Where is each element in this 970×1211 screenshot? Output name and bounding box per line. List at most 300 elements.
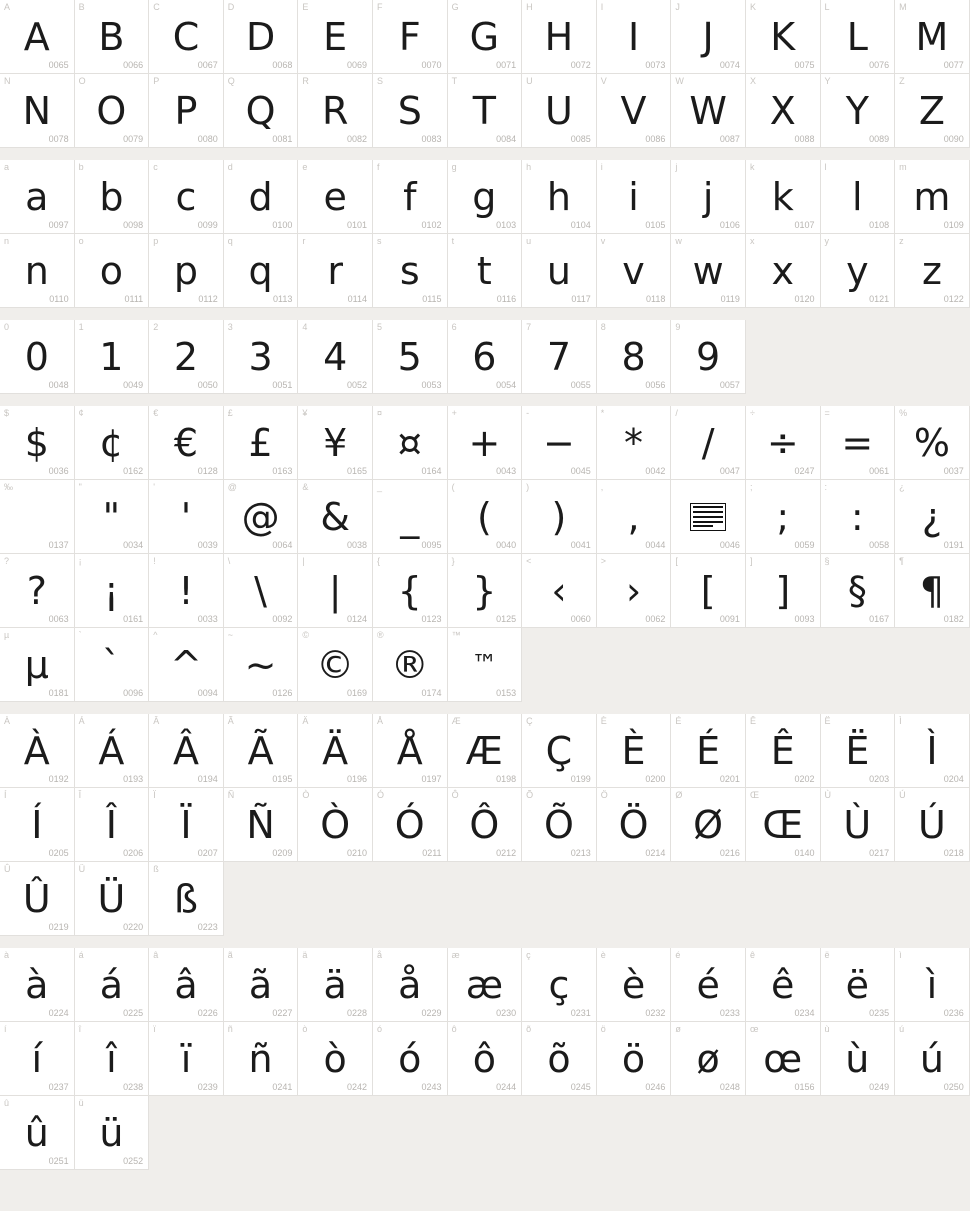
glyph-cell[interactable] — [373, 160, 448, 234]
glyph-character: Ø — [693, 802, 724, 847]
glyph-cell[interactable] — [373, 320, 448, 394]
glyph-code-label: 0123 — [421, 614, 442, 624]
glyph-corner-label: 4 — [302, 322, 308, 332]
glyph-character: D — [245, 14, 276, 59]
glyph-cell[interactable] — [895, 74, 970, 148]
glyph-code-label: 0078 — [48, 134, 69, 144]
glyph-cell[interactable] — [75, 628, 150, 702]
glyph-cell[interactable] — [0, 788, 75, 862]
glyph-corner-label: o — [78, 236, 84, 246]
glyph-corner-label: Ä — [302, 716, 309, 726]
glyph-cell[interactable] — [895, 948, 970, 1022]
glyph-code-label: 0124 — [346, 614, 367, 624]
glyph-character: Ô — [469, 802, 500, 847]
glyph-cell[interactable] — [821, 406, 896, 480]
glyph-cell[interactable] — [597, 0, 672, 74]
glyph-cell[interactable] — [0, 480, 75, 554]
glyph-cell[interactable] — [0, 628, 75, 702]
glyph-character: ï — [180, 1036, 192, 1081]
glyph-corner-label: ( — [451, 482, 455, 492]
glyph-corner-label: m — [899, 162, 907, 172]
glyph-code-label: 0064 — [272, 540, 293, 550]
glyph-code-label: 0075 — [794, 60, 815, 70]
glyph-cell[interactable] — [0, 554, 75, 628]
glyph-corner-label: ¢ — [78, 408, 84, 418]
glyph-cell[interactable] — [597, 74, 672, 148]
glyph-cell[interactable] — [448, 320, 523, 394]
glyph-code-label: 0204 — [943, 774, 964, 784]
glyph-cell[interactable] — [746, 1022, 821, 1096]
glyph-cell[interactable] — [597, 234, 672, 308]
glyph-cell[interactable] — [224, 480, 299, 554]
glyph-cell[interactable] — [298, 480, 373, 554]
glyph-cell[interactable] — [75, 554, 150, 628]
glyph-corner-label: r — [302, 236, 306, 246]
glyph-cell[interactable] — [597, 320, 672, 394]
glyph-cell[interactable] — [597, 160, 672, 234]
glyph-code-label: 0100 — [272, 220, 293, 230]
glyph-cell[interactable] — [671, 320, 746, 394]
glyph-code-label: 0052 — [346, 380, 367, 390]
glyph-block-lowercase-latin — [0, 160, 970, 308]
glyph-corner-label: ¥ — [302, 408, 308, 418]
glyph-corner-label: Ø — [675, 790, 683, 800]
glyph-cell[interactable] — [149, 554, 224, 628]
glyph-code-label: 0199 — [570, 774, 591, 784]
glyph-corner-label: = — [824, 408, 830, 418]
glyph-corner-label: C — [153, 2, 160, 12]
glyph-cell[interactable] — [522, 234, 597, 308]
glyph-code-label: 0102 — [421, 220, 442, 230]
glyph-cell[interactable] — [821, 554, 896, 628]
glyph-cell[interactable] — [671, 0, 746, 74]
glyph-cell[interactable] — [448, 554, 523, 628]
glyph-cell[interactable] — [821, 234, 896, 308]
glyph-cell[interactable] — [149, 948, 224, 1022]
glyph-character: ò — [323, 1036, 347, 1081]
glyph-cell[interactable] — [224, 406, 299, 480]
glyph-cell[interactable] — [149, 160, 224, 234]
glyph-corner-label: é — [675, 950, 681, 960]
glyph-corner-label: ò — [302, 1024, 308, 1034]
glyph-cell[interactable] — [746, 74, 821, 148]
glyph-cell[interactable] — [149, 406, 224, 480]
glyph-code-label: 0072 — [570, 60, 591, 70]
glyph-cell[interactable] — [522, 0, 597, 74]
glyph-corner-label: y — [824, 236, 830, 246]
glyph-cell[interactable] — [821, 160, 896, 234]
glyph-character: @ — [241, 494, 280, 539]
glyph-cell[interactable] — [821, 74, 896, 148]
glyph-code-label: 0182 — [943, 614, 964, 624]
glyph-cell[interactable] — [671, 406, 746, 480]
glyph-corner-label: Î — [78, 790, 82, 800]
glyph-corner-label: ¿ — [899, 482, 905, 492]
glyph-cell[interactable] — [373, 714, 448, 788]
glyph-cell[interactable] — [149, 0, 224, 74]
glyph-code-label: 0153 — [496, 688, 517, 698]
glyph-corner-label: µ — [4, 630, 10, 640]
glyph-cell[interactable] — [75, 74, 150, 148]
glyph-character: j — [702, 174, 714, 219]
glyph-corner-label: Ö — [600, 790, 608, 800]
glyph-cell[interactable] — [75, 0, 150, 74]
glyph-cell[interactable] — [373, 1022, 448, 1096]
glyph-character: ì — [926, 962, 938, 1007]
glyph-code-label: 0110 — [49, 294, 69, 304]
glyph-code-label: 0079 — [123, 134, 144, 144]
glyph-code-label: 0118 — [645, 294, 666, 304]
glyph-cell[interactable] — [448, 234, 523, 308]
glyph-cell[interactable] — [895, 554, 970, 628]
glyph-cell[interactable] — [75, 1022, 150, 1096]
glyph-corner-label: ì — [899, 950, 902, 960]
glyph-character: T — [472, 88, 496, 133]
glyph-cell[interactable] — [448, 0, 523, 74]
glyph-corner-label: Í — [4, 790, 7, 800]
glyph-character: q — [248, 248, 273, 293]
glyph-character: W — [689, 88, 727, 133]
glyph-corner-label: É — [675, 716, 682, 726]
glyph-character: n — [24, 248, 49, 293]
glyph-code-label: 0057 — [719, 380, 740, 390]
glyph-cell[interactable] — [895, 480, 970, 554]
glyph-character: ¿ — [921, 494, 942, 539]
glyph-character: ! — [178, 568, 194, 613]
glyph-cell[interactable] — [671, 554, 746, 628]
glyph-character: Y — [845, 88, 869, 133]
glyph-cell[interactable] — [746, 714, 821, 788]
glyph-cell[interactable] — [373, 74, 448, 148]
glyph-character: È — [621, 728, 646, 773]
glyph-cell[interactable] — [671, 714, 746, 788]
glyph-corner-label: ? — [4, 556, 10, 566]
glyph-code-label: 0126 — [272, 688, 293, 698]
glyph-cell[interactable] — [298, 406, 373, 480]
glyph-corner-label: K — [749, 2, 756, 12]
glyph-cell[interactable] — [298, 234, 373, 308]
glyph-cell[interactable] — [895, 234, 970, 308]
glyph-cell[interactable] — [298, 714, 373, 788]
glyph-cell[interactable] — [671, 160, 746, 234]
glyph-cell[interactable] — [75, 160, 150, 234]
glyph-cell[interactable] — [448, 1022, 523, 1096]
glyph-cell[interactable] — [597, 714, 672, 788]
glyph-cell[interactable] — [149, 234, 224, 308]
glyph-cell[interactable] — [522, 160, 597, 234]
glyph-cell[interactable] — [522, 1022, 597, 1096]
glyph-code-label: 0114 — [347, 294, 367, 304]
glyph-cell[interactable] — [75, 862, 150, 936]
glyph-character: Æ — [465, 728, 503, 773]
glyph-cell[interactable] — [298, 160, 373, 234]
glyph-corner-label: â — [153, 950, 159, 960]
glyph-cell[interactable] — [597, 1022, 672, 1096]
glyph-cell[interactable] — [0, 160, 75, 234]
glyph-cell[interactable] — [149, 788, 224, 862]
glyph-character: w — [692, 248, 724, 293]
glyph-cell[interactable] — [597, 554, 672, 628]
glyph-cell[interactable] — [597, 948, 672, 1022]
glyph-corner-label: Ì — [899, 716, 902, 726]
glyph-character: Â — [172, 728, 199, 773]
glyph-cell[interactable] — [895, 0, 970, 74]
glyph-character: ¡ — [103, 568, 119, 613]
glyph-corner-label: \ — [227, 556, 231, 566]
glyph-corner-label: R — [302, 76, 309, 86]
glyph-cell[interactable] — [0, 714, 75, 788]
glyph-cell[interactable] — [75, 234, 150, 308]
glyph-cell[interactable] — [373, 480, 448, 554]
glyph-cell[interactable] — [373, 628, 448, 702]
glyph-cell[interactable] — [821, 480, 896, 554]
glyph-cell[interactable] — [522, 480, 597, 554]
glyph-cell[interactable] — [448, 714, 523, 788]
glyph-corner-label: l — [824, 162, 827, 172]
glyph-corner-label: 1 — [78, 322, 84, 332]
glyph-corner-label: e — [302, 162, 308, 172]
glyph-character: ä — [323, 962, 347, 1007]
glyph-cell[interactable] — [149, 714, 224, 788]
glyph-cell[interactable] — [746, 234, 821, 308]
glyph-cell[interactable] — [373, 234, 448, 308]
glyph-code-label: 0044 — [645, 540, 666, 550]
glyph-corner-label: _ — [376, 482, 382, 492]
glyph-character: ô — [472, 1036, 496, 1081]
glyph-cell[interactable] — [224, 948, 299, 1022]
glyph-corner-label: ê — [749, 950, 755, 960]
glyph-code-label: 0219 — [48, 922, 69, 932]
glyph-cell[interactable] — [298, 948, 373, 1022]
glyph-cell[interactable] — [895, 406, 970, 480]
glyph-character: c — [175, 174, 197, 219]
glyph-cell[interactable] — [671, 74, 746, 148]
glyph-cell[interactable] — [895, 160, 970, 234]
glyph-cell[interactable] — [0, 320, 75, 394]
glyph-cell[interactable] — [522, 320, 597, 394]
glyph-corner-label: B — [78, 2, 85, 12]
glyph-cell[interactable] — [448, 74, 523, 148]
glyph-cell[interactable] — [448, 480, 523, 554]
glyph-cell[interactable] — [821, 788, 896, 862]
glyph-character: Î — [105, 802, 117, 847]
glyph-corner-label: ™ — [451, 630, 461, 640]
glyph-cell[interactable] — [746, 160, 821, 234]
glyph-code-label: 0083 — [421, 134, 442, 144]
glyph-cell[interactable] — [224, 320, 299, 394]
glyph-cell[interactable] — [224, 1022, 299, 1096]
glyph-corner-label: ] — [749, 556, 753, 566]
glyph-character: u — [546, 248, 571, 293]
glyph-cell[interactable] — [522, 948, 597, 1022]
glyph-cell[interactable] — [75, 406, 150, 480]
glyph-code-label: 0115 — [422, 294, 442, 304]
glyph-character: Ï — [180, 802, 192, 847]
glyph-corner-label: } — [451, 556, 455, 566]
glyph-cell[interactable] — [75, 788, 150, 862]
glyph-character: y — [846, 248, 869, 293]
glyph-cell[interactable] — [373, 948, 448, 1022]
glyph-code-label: 0036 — [48, 466, 69, 476]
glyph-cell[interactable] — [0, 0, 75, 74]
glyph-cell[interactable] — [522, 554, 597, 628]
glyph-code-label: 0233 — [719, 1008, 740, 1018]
glyph-cell[interactable] — [0, 862, 75, 936]
glyph-cell[interactable] — [746, 406, 821, 480]
glyph-cell[interactable] — [448, 788, 523, 862]
glyph-cell[interactable] — [746, 480, 821, 554]
glyph-code-label: 0084 — [496, 134, 517, 144]
glyph-cell[interactable] — [149, 480, 224, 554]
glyph-corner-label: ß — [153, 864, 159, 874]
glyph-corner-label: § — [824, 556, 830, 566]
glyph-cell[interactable] — [298, 788, 373, 862]
glyph-cell[interactable] — [0, 234, 75, 308]
glyph-cell[interactable] — [298, 320, 373, 394]
glyph-cell[interactable] — [0, 1022, 75, 1096]
glyph-cell[interactable] — [448, 160, 523, 234]
glyph-code-label: 0088 — [794, 134, 815, 144]
glyph-code-label: 0085 — [570, 134, 591, 144]
glyph-code-label: 0197 — [421, 774, 442, 784]
glyph-character: Ù — [843, 802, 872, 847]
glyph-cell[interactable] — [0, 948, 75, 1022]
glyph-cell[interactable] — [522, 74, 597, 148]
glyph-cell[interactable] — [448, 406, 523, 480]
glyph-cell[interactable] — [149, 74, 224, 148]
glyph-corner-label: ú — [899, 1024, 905, 1034]
glyph-cell[interactable] — [0, 74, 75, 148]
glyph-block-accented-lowercase — [0, 948, 970, 1170]
glyph-cell[interactable] — [597, 406, 672, 480]
glyph-cell[interactable] — [149, 1022, 224, 1096]
glyph-cell[interactable] — [149, 862, 224, 936]
glyph-cell[interactable] — [522, 788, 597, 862]
glyph-code-label: 0045 — [570, 466, 591, 476]
glyph-cell[interactable] — [821, 714, 896, 788]
glyph-cell[interactable] — [821, 948, 896, 1022]
glyph-code-label: 0232 — [645, 1008, 666, 1018]
glyph-cell[interactable] — [671, 480, 746, 554]
glyph-cell[interactable] — [75, 480, 150, 554]
glyph-cell[interactable] — [597, 788, 672, 862]
glyph-character: U — [545, 88, 573, 133]
glyph-character: Œ — [762, 802, 804, 847]
glyph-character: Ë — [845, 728, 870, 773]
glyph-character: s — [399, 248, 420, 293]
glyph-cell[interactable] — [746, 788, 821, 862]
glyph-cell[interactable] — [671, 948, 746, 1022]
glyph-cell[interactable] — [597, 480, 672, 554]
glyph-cell[interactable] — [224, 0, 299, 74]
glyph-cell[interactable] — [298, 0, 373, 74]
glyph-cell[interactable] — [448, 628, 523, 702]
glyph-cell[interactable] — [821, 1022, 896, 1096]
glyph-corner-label: i — [600, 162, 603, 172]
glyph-cell[interactable] — [522, 714, 597, 788]
glyph-cell[interactable] — [0, 406, 75, 480]
glyph-cell[interactable] — [895, 714, 970, 788]
glyph-code-label: 0042 — [645, 466, 666, 476]
glyph-cell[interactable] — [298, 1022, 373, 1096]
glyph-code-label: 0093 — [794, 614, 815, 624]
glyph-cell[interactable] — [298, 628, 373, 702]
glyph-cell[interactable] — [149, 628, 224, 702]
glyph-cell[interactable] — [746, 0, 821, 74]
glyph-block-accented-uppercase — [0, 714, 970, 936]
glyph-corner-label: a — [4, 162, 10, 172]
glyph-cell[interactable] — [671, 788, 746, 862]
glyph-cell[interactable] — [224, 74, 299, 148]
glyph-character: L — [846, 14, 868, 59]
glyph-cell[interactable] — [448, 948, 523, 1022]
glyph-corner-label: ç — [526, 950, 531, 960]
glyph-cell[interactable] — [149, 320, 224, 394]
glyph-cell[interactable] — [298, 554, 373, 628]
glyph-cell[interactable] — [895, 1022, 970, 1096]
glyph-corner-label: * — [600, 408, 605, 418]
glyph-cell[interactable] — [75, 320, 150, 394]
glyph-cell[interactable] — [75, 714, 150, 788]
glyph-cell[interactable] — [224, 714, 299, 788]
glyph-cell[interactable] — [522, 406, 597, 480]
glyph-character: ß — [174, 876, 198, 921]
glyph-cell[interactable] — [821, 0, 896, 74]
glyph-code-label: 0201 — [719, 774, 740, 784]
glyph-cell[interactable] — [373, 554, 448, 628]
glyph-cell[interactable] — [0, 1096, 75, 1170]
glyph-corner-label: Õ — [526, 790, 534, 800]
glyph-cell[interactable] — [895, 788, 970, 862]
glyph-cell[interactable] — [373, 0, 448, 74]
glyph-corner-label: Ò — [302, 790, 310, 800]
glyph-cell[interactable] — [224, 554, 299, 628]
glyph-cell[interactable] — [224, 234, 299, 308]
glyph-code-label: 0092 — [272, 614, 293, 624]
glyph-code-label: 0209 — [272, 848, 293, 858]
glyph-cell[interactable] — [224, 788, 299, 862]
glyph-character: Ò — [320, 802, 351, 847]
glyph-cell[interactable] — [746, 948, 821, 1022]
glyph-character: + — [468, 420, 501, 465]
glyph-character: £ — [248, 420, 273, 465]
glyph-cell[interactable] — [298, 74, 373, 148]
glyph-cell[interactable] — [224, 628, 299, 702]
glyph-character: › — [625, 568, 642, 613]
glyph-character: Ç — [545, 728, 573, 773]
glyph-cell[interactable] — [746, 554, 821, 628]
glyph-character: ~ — [244, 642, 277, 687]
glyph-code-label: 0051 — [272, 380, 293, 390]
glyph-cell[interactable] — [373, 788, 448, 862]
glyph-code-label: 0095 — [421, 540, 442, 550]
glyph-corner-label: { — [376, 556, 380, 566]
glyph-corner-label: Ë — [824, 716, 831, 726]
glyph-character: œ — [763, 1036, 803, 1081]
glyph-code-label: 0223 — [197, 922, 218, 932]
glyph-cell[interactable] — [75, 1096, 150, 1170]
glyph-cell[interactable] — [373, 406, 448, 480]
glyph-code-label: 0128 — [197, 466, 218, 476]
glyph-cell[interactable] — [224, 160, 299, 234]
glyph-cell[interactable] — [671, 234, 746, 308]
glyph-corner-label: 0 — [4, 322, 10, 332]
glyph-character: : — [850, 494, 864, 539]
glyph-corner-label: € — [153, 408, 159, 418]
glyph-cell[interactable] — [75, 948, 150, 1022]
glyph-cell[interactable] — [671, 1022, 746, 1096]
glyph-code-label: 0200 — [645, 774, 666, 784]
